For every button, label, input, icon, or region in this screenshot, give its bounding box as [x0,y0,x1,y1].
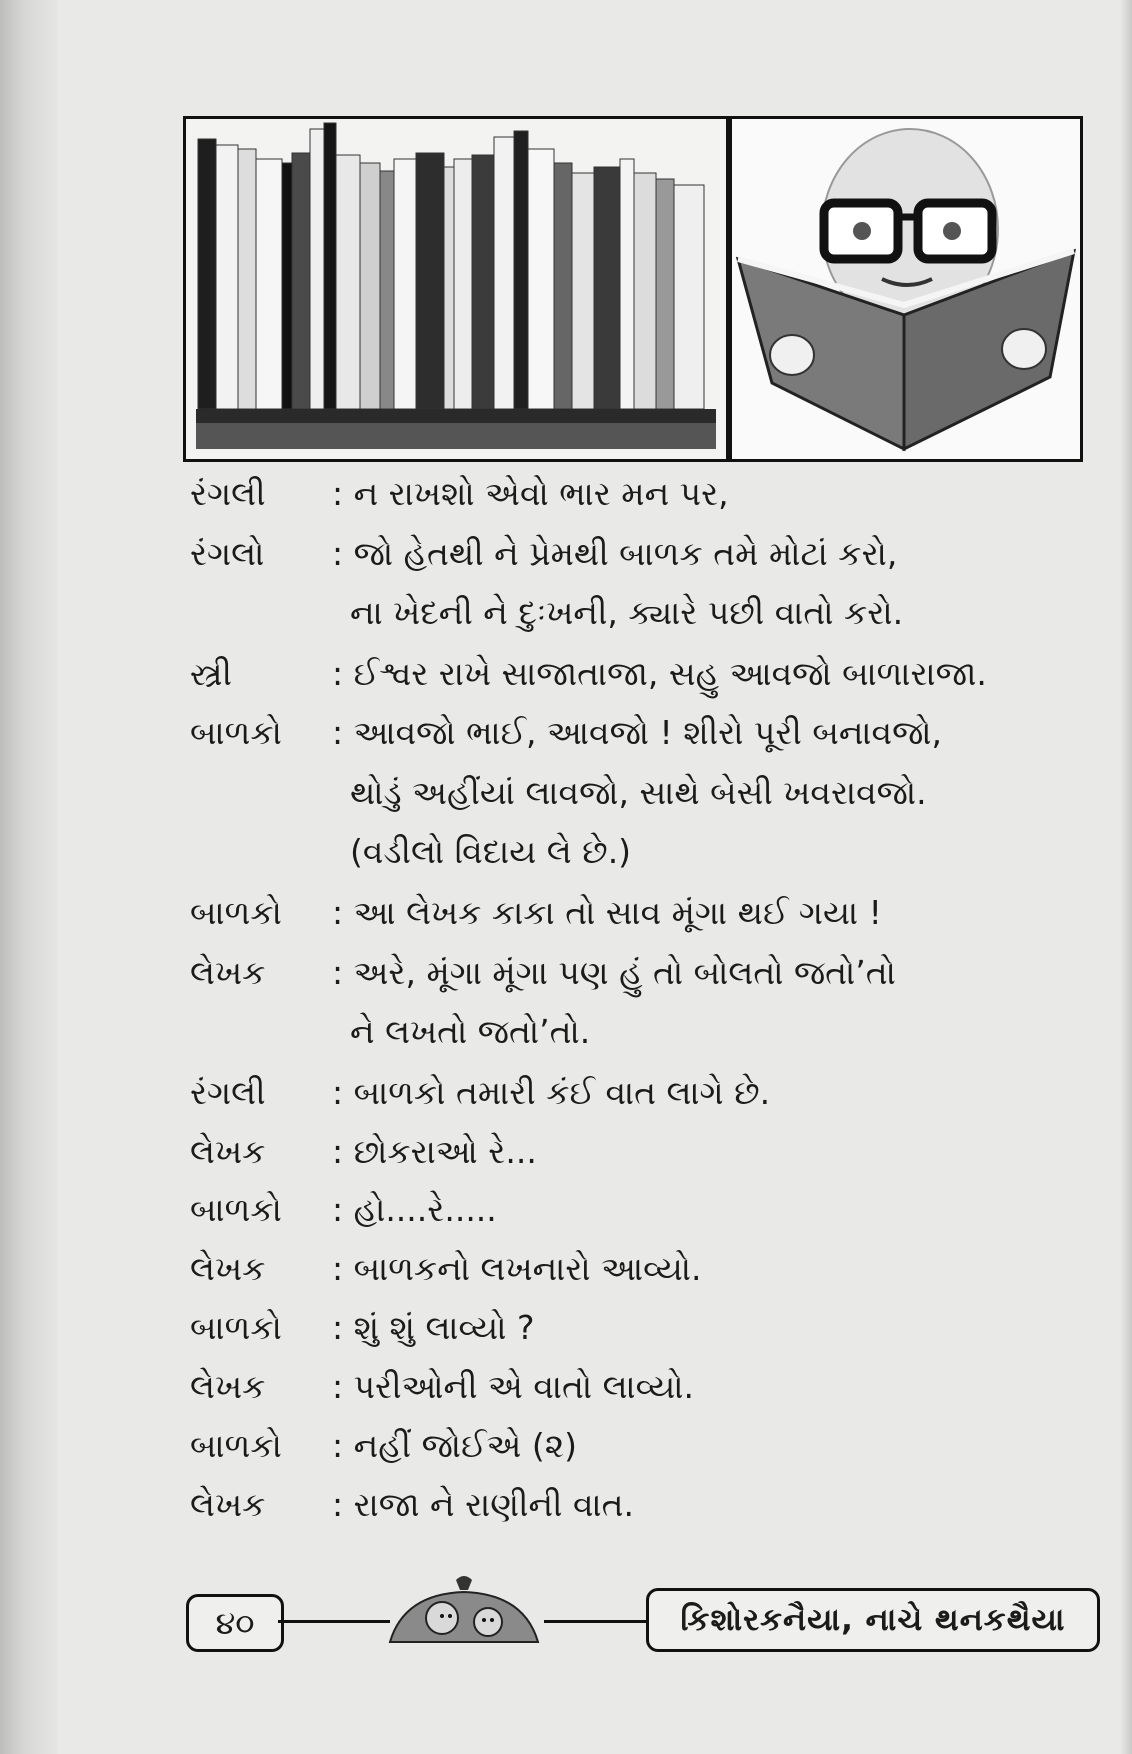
speaker-name: લેખક [190,1132,266,1171]
dialogue-line: : બાળકનો લખનારો આવ્યો. [332,1249,702,1288]
dialogue-line: : નહીં જોઈએ (૨) [332,1426,577,1465]
speaker-name: બાળકો [190,1190,282,1229]
book-spine [324,123,336,409]
footer-rule-right [544,1620,648,1623]
speaker-name: લેખક [190,953,266,992]
page-binding-edge [0,0,58,1754]
book-spine [594,167,620,409]
bookshelf-illustration [183,116,729,462]
speaker-name: લેખક [190,1485,266,1524]
speaker-name: બાળકો [190,1426,282,1465]
book-spine [444,167,454,409]
page-number: ૪૦ [186,1594,284,1652]
book-spine [360,163,380,409]
dialogue-line: : ન રાખશો એવો ભાર મન પર, [332,474,729,513]
character-right-hand [1002,329,1046,369]
book-spine [416,153,444,409]
book-spine [336,155,360,409]
book-spine [472,155,494,409]
book-spine [554,163,572,409]
dialogue-line: : છોકરાઓ રે... [332,1132,537,1171]
dialogue-line: : બાળકો તમારી કંઈ વાત લાગે છે. [332,1073,771,1112]
book-spine [528,149,554,409]
dialogue-line: : આવજો ભાઈ, આવજો ! શીરો પૂરી બનાવજો, [332,713,943,752]
speaker-name: લેખક [190,1367,266,1406]
bookshelf-drawing [186,119,726,459]
speaker-name: રંગલી [190,1073,266,1112]
book-spine [198,139,216,409]
book-spine [292,153,310,409]
page-right-edge [1120,0,1132,1754]
speaker-name: બાળકો [190,893,282,932]
book-spine [282,163,292,409]
book-spine [310,129,324,409]
dialogue-line: : અરે, મૂંગા મૂંગા પણ હું તો બોલતો જતો’તો [332,953,896,992]
speaker-name: રંગલી [190,474,266,513]
book-spine [572,173,594,409]
dialogue-line: ને લખતો જતો’તો. [350,1012,591,1051]
dialogue-line: : આ લેખક કાકા તો સાવ મૂંગા થઈ ગયા ! [332,893,882,932]
dialogue-line: : ઈશ્વર રાખે સાજાતાજા, સહુ આવજો બાળારાજા. [332,654,987,693]
book-spine [620,159,634,409]
speaker-name: સ્ત્રી [190,654,232,693]
book-spine [454,159,472,409]
book-spine [674,185,704,409]
book-spine [216,145,238,409]
dialogue-line: : જો હેતથી ને પ્રેમથી બાળક તમે મોટાં કરો, [332,534,898,573]
speaker-name: બાળકો [190,713,282,752]
book-spine [380,171,394,409]
book-spine [514,131,528,409]
speaker-name: લેખક [190,1249,266,1288]
children-ornament-icon [384,1572,544,1658]
dialogue-line: : હો....રે..... [332,1190,497,1229]
book-spine [394,159,416,409]
dialogue-line: : પરીઓની એ વાતો લાવ્યો. [332,1367,695,1406]
book-spine [238,149,256,409]
dialogue-line: : રાજા ને રાણીની વાત. [332,1485,634,1524]
series-title: કિશોરકનૈયા, નાચે થનકથૈયા [646,1588,1100,1652]
character-left-hand [770,335,814,375]
book-spine [634,173,656,409]
speaker-name: રંગલો [190,534,265,573]
book-spine [656,179,674,409]
reading-character-illustration [729,116,1083,462]
dialogue-line: થોડું અહીંયાં લાવજો, સાથે બેસી ખવરાવજો. [350,773,927,812]
dialogue-line: : શું શું લાવ્યો ? [332,1308,535,1347]
book-spine [256,159,282,409]
book-spine [494,137,514,409]
reading-character-drawing [732,119,1080,459]
footer-rule-left [278,1620,390,1623]
dialogue-line: (વડીલો વિદાય લે છે.) [350,832,632,871]
dialogue-line: ના ખેદની ને દુઃખની, ક્યારે પછી વાતો કરો. [350,593,904,632]
speaker-name: બાળકો [190,1308,282,1347]
